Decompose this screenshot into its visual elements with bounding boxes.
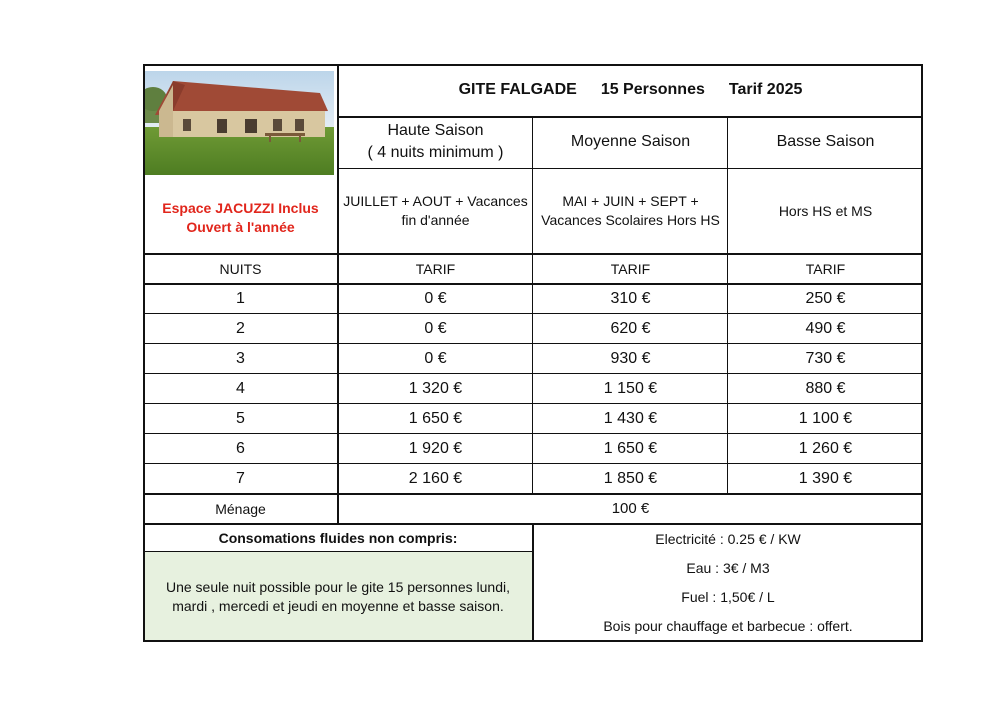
menage-label: Ménage — [215, 500, 266, 517]
fluid-fuel: Fuel : 1,50€ / L — [681, 589, 775, 605]
season-name: Basse Saison — [776, 133, 875, 151]
season-moyenne — [533, 116, 728, 168]
grid-line — [532, 524, 534, 642]
period-line: fin d'année — [401, 212, 470, 228]
price-cell: 1 850 € — [603, 470, 658, 488]
price-cell: 1 920 € — [408, 440, 463, 458]
grid-line — [338, 116, 923, 118]
grid-line — [143, 343, 923, 344]
price-cell: 0 € — [424, 320, 447, 338]
gite-name: GITE FALGADE — [458, 81, 577, 99]
season-name: Haute Saison — [387, 122, 484, 140]
fluids-list — [533, 524, 923, 642]
grid-line — [143, 283, 923, 285]
price-cell: 930 € — [610, 350, 651, 368]
price-cell: 1 150 € — [603, 380, 658, 398]
period-basse — [728, 168, 923, 254]
period-line: Vacances Scolaires Hors HS — [541, 212, 720, 228]
price-cell: 880 € — [805, 380, 846, 398]
fluid-electricite: Electricité : 0.25 € / KW — [655, 531, 801, 548]
fluid-eau: Eau : 3€ / M3 — [686, 560, 770, 577]
grid-line — [143, 433, 923, 434]
price-cell: 2 160 € — [408, 470, 463, 488]
grid-line — [337, 64, 339, 524]
nights-cell: 4 — [236, 380, 245, 398]
nights-cell: 3 — [236, 350, 245, 368]
fluid-bois: Bois pour chauffage et barbecue : offert. — [603, 617, 853, 634]
grid-line — [143, 373, 923, 374]
grid-line — [338, 168, 923, 169]
period-line: JUILLET + AOUT + Vacances — [343, 193, 528, 210]
grid-line — [143, 551, 533, 552]
price-cell: 490 € — [805, 320, 846, 338]
nights-cell: 6 — [236, 440, 245, 458]
col-header-tarif-basse: TARIF — [805, 260, 846, 277]
period-moyenne — [533, 168, 728, 254]
grid-line — [143, 313, 923, 314]
price-cell: 1 320 € — [408, 380, 463, 398]
page-title — [338, 64, 923, 116]
season-sub: ( 4 nuits minimum ) — [367, 144, 504, 161]
price-cell: 310 € — [610, 290, 651, 308]
promo-line-2: Ouvert à l'année — [186, 219, 295, 235]
nights-cell: 1 — [236, 290, 245, 308]
promo-line-1: Espace JACUZZI Inclus — [162, 200, 319, 217]
grid-line — [532, 116, 533, 494]
nights-cell: 2 — [236, 320, 245, 338]
price-cell: 1 650 € — [603, 440, 658, 458]
price-cell: 1 390 € — [798, 470, 853, 488]
price-cell: 1 260 € — [798, 440, 853, 458]
note-line: Une seule nuit possible pour le gite 15 personnes lundi, — [165, 578, 510, 595]
col-header-tarif-moyenne: TARIF — [610, 260, 651, 277]
grid-line — [143, 403, 923, 404]
price-cell: 730 € — [805, 350, 846, 368]
grid-line — [143, 493, 923, 495]
grid-line — [143, 253, 923, 255]
col-header-nuits: NUITS — [219, 260, 262, 277]
gite-photo — [145, 71, 334, 175]
grid-line — [727, 116, 728, 494]
price-cell: 0 € — [424, 350, 447, 368]
menage-price: 100 € — [611, 499, 650, 517]
note-line: mardi , mercedi et jeudi en moyenne et basse saison. — [172, 597, 504, 614]
season-haute — [338, 116, 533, 168]
house-photo-image — [145, 71, 334, 175]
grid-line — [143, 463, 923, 464]
price-cell: 620 € — [610, 320, 651, 338]
gite-capacity: 15 Personnes — [600, 81, 705, 99]
single-night-note — [144, 552, 532, 641]
season-basse — [728, 116, 923, 168]
price-cell: 1 100 € — [798, 410, 853, 428]
col-header-tarif-haute: TARIF — [415, 260, 456, 277]
price-cell: 0 € — [424, 290, 447, 308]
period-line: MAI + JUIN + SEPT + — [562, 193, 699, 210]
season-name: Moyenne Saison — [570, 133, 691, 151]
nights-cell: 7 — [236, 470, 245, 488]
price-cell: 250 € — [805, 290, 846, 308]
period-line: Hors HS et MS — [778, 202, 873, 219]
fluids-title: Consomations fluides non compris: — [218, 529, 458, 546]
period-haute — [338, 168, 533, 254]
tariff-year: Tarif 2025 — [728, 81, 803, 99]
nights-cell: 5 — [236, 410, 245, 428]
jacuzzi-promo — [143, 182, 338, 254]
price-cell: 1 430 € — [603, 410, 658, 428]
tariff-sheet — [143, 64, 923, 642]
price-cell: 1 650 € — [408, 410, 463, 428]
